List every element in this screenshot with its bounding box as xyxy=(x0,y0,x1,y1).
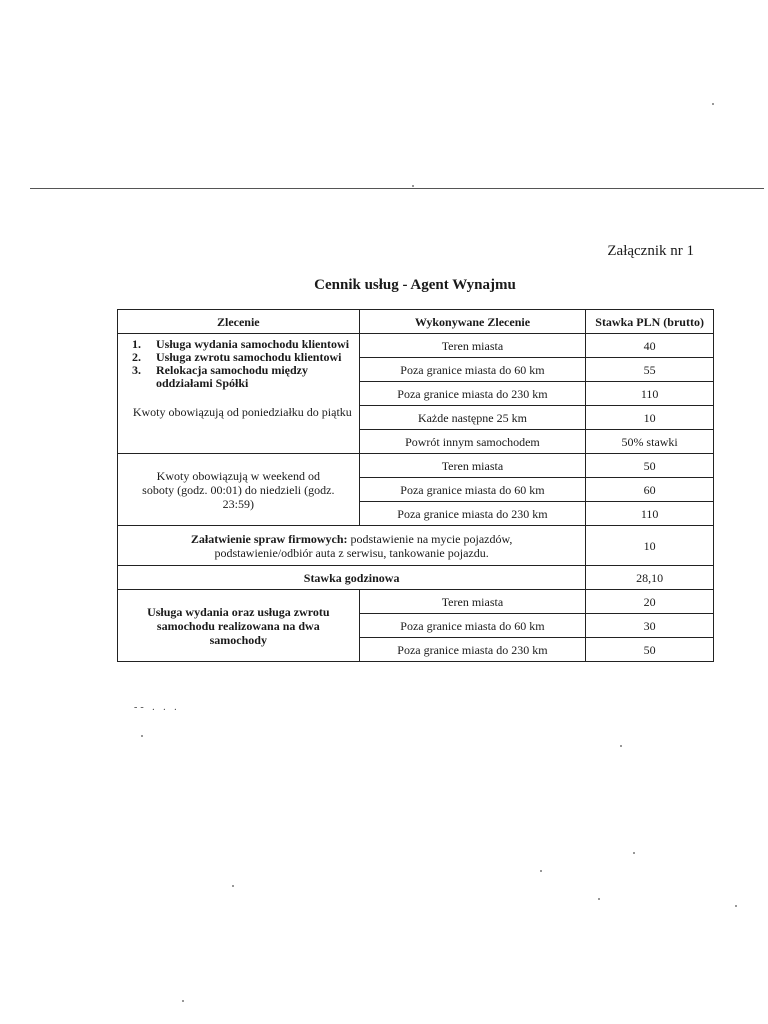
scan-speck xyxy=(598,898,600,900)
rate-cell: 10 xyxy=(586,526,714,566)
service-item: 1. Usługa wydania samochodu klientowi xyxy=(132,337,350,351)
header-order: Zlecenie xyxy=(118,310,360,334)
hourly-label: Stawka godzinowa xyxy=(118,566,586,590)
rate-cell: 10 xyxy=(586,406,714,430)
service-item: 2. Usługa zwrotu samochodu klientowi xyxy=(132,350,342,364)
rate-cell: 28,10 xyxy=(586,566,714,590)
scan-speck xyxy=(412,185,414,187)
rate-cell: 20 xyxy=(586,590,714,614)
scan-speck xyxy=(712,103,714,105)
header-rate: Stawka PLN (brutto) xyxy=(586,310,714,334)
performed-cell: Poza granice miasta do 60 km xyxy=(359,614,586,638)
table-row xyxy=(118,454,714,478)
rate-cell: 55 xyxy=(586,358,714,382)
rate-cell: 30 xyxy=(586,614,714,638)
rate-cell: 50 xyxy=(586,638,714,662)
page-title: Cennik usług - Agent Wynajmu xyxy=(314,277,516,293)
performed-cell: Poza granice miasta do 230 km xyxy=(359,638,586,662)
weekday-services-cell xyxy=(118,334,360,454)
company-matters-cell xyxy=(118,526,586,566)
performed-cell: Teren miasta xyxy=(359,334,586,358)
performed-cell: Teren miasta xyxy=(359,590,586,614)
rate-cell: 50% stawki xyxy=(586,430,714,454)
performed-cell: Poza granice miasta do 60 km xyxy=(359,478,586,502)
table-header-row xyxy=(118,310,714,334)
scan-speck xyxy=(633,852,635,854)
rate-cell: 50 xyxy=(586,454,714,478)
performed-cell: Poza granice miasta do 230 km xyxy=(359,502,586,526)
scan-speck xyxy=(182,1000,184,1002)
table-row xyxy=(118,566,714,590)
cut-off-text-fragment: -- . . . xyxy=(134,702,180,713)
performed-cell: Każde następne 25 km xyxy=(359,406,586,430)
services-list xyxy=(132,338,353,390)
rate-cell: 110 xyxy=(586,382,714,406)
two-cars-label: Usługa wydania oraz usługa zwrotu samochodu realizowana na dwa samochody xyxy=(118,590,360,662)
weekend-note-cell: Kwoty obowiązują w weekend od soboty (godz. 00:01) do niedzieli (godz. 23:59) xyxy=(118,454,360,526)
table-row xyxy=(118,526,714,566)
scan-speck xyxy=(540,870,542,872)
performed-cell: Powrót innym samochodem xyxy=(359,430,586,454)
scan-speck xyxy=(735,905,737,907)
scan-speck xyxy=(232,885,234,887)
annex-label: Załącznik nr 1 xyxy=(607,243,694,259)
rate-cell: 60 xyxy=(586,478,714,502)
scan-top-line xyxy=(30,188,764,189)
scan-speck xyxy=(620,745,622,747)
header-performed: Wykonywane Zlecenie xyxy=(359,310,586,334)
price-table xyxy=(117,309,714,662)
weekday-note: Kwoty obowiązują od poniedziałku do piątku xyxy=(132,405,352,419)
performed-cell: Poza granice miasta do 230 km xyxy=(359,382,586,406)
company-matters-text: podstawienie na mycie pojazdów, podstawienie/odbiór auta z serwisu, tankowanie pojazdu. xyxy=(214,531,513,560)
scan-speck xyxy=(141,735,143,737)
table-row xyxy=(118,334,714,358)
performed-cell: Teren miasta xyxy=(359,454,586,478)
rate-cell: 110 xyxy=(586,502,714,526)
service-item: 3. Relokacja samochodu między oddziałami Spółki xyxy=(132,363,308,390)
company-matters-label: Załatwienie spraw firmowych: xyxy=(190,531,348,546)
rate-cell: 40 xyxy=(586,334,714,358)
performed-cell: Poza granice miasta do 60 km xyxy=(359,358,586,382)
table-row xyxy=(118,590,714,614)
